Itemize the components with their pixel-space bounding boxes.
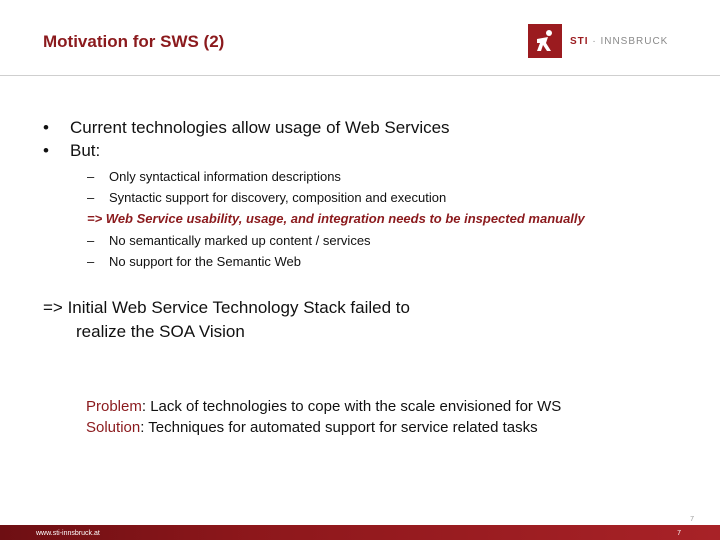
conclusion-line-1: => Initial Web Service Technology Stack failed to [43,298,410,317]
conclusion-statement [43,296,410,344]
slide-title: Motivation for SWS (2) [43,32,225,51]
bullet-marker: • [43,118,49,137]
problem-text: : Lack of technologies to cope with the scale envisioned for WS [141,398,562,415]
sub-item-text: Syntactic support for discovery, composition and execution [109,190,447,206]
bullet-marker: • [43,141,49,160]
conclusion-line-2: realize the SOA Vision [76,322,245,341]
solution-label: Solution [86,419,141,436]
emphasis-line [87,208,585,229]
sub-item-text: Only syntactical information descriptions [109,169,341,184]
problem-line [86,396,561,417]
sub-item [87,251,585,272]
logo-separator: · [588,35,601,47]
sub-bullet-list [87,166,585,272]
footer [0,516,720,540]
footer-url[interactable]: www.sti-innsbruck.at [36,530,100,537]
dash-marker: – [87,232,95,248]
sub-item-text: No support for the Semantic Web [109,253,301,269]
problem-label: Problem [86,398,142,415]
sub-item [87,230,585,251]
dash-marker: – [87,169,95,184]
bullet-text: Current technologies allow usage of Web Services [70,118,450,137]
sub-item-text: No semantically marked up content / services [109,232,371,248]
solution-text: : Techniques for automated support for service related tasks [140,419,538,436]
solution-line [86,417,561,438]
bullet-item [43,139,450,162]
dash-marker: – [87,253,95,269]
bullet-text: But: [70,141,101,160]
title-divider [0,75,720,76]
dash-marker: – [87,190,95,206]
page-number: 7 [677,530,681,537]
logo-text [570,36,668,47]
problem-solution-block [86,396,561,438]
sub-item [87,166,585,187]
page-number-upper: 7 [690,516,694,523]
sti-innsbruck-logo [528,24,668,58]
sti-figure-icon [528,24,562,58]
logo-place: INNSBRUCK [600,35,669,47]
logo-brand: STI [570,35,589,47]
emphasis-text: => Web Service usability, usage, and integration needs to be inspected manually [87,211,585,227]
bullet-item [43,116,450,139]
main-bullet-list [43,116,450,162]
footer-band [0,525,720,540]
sub-item [87,187,585,208]
